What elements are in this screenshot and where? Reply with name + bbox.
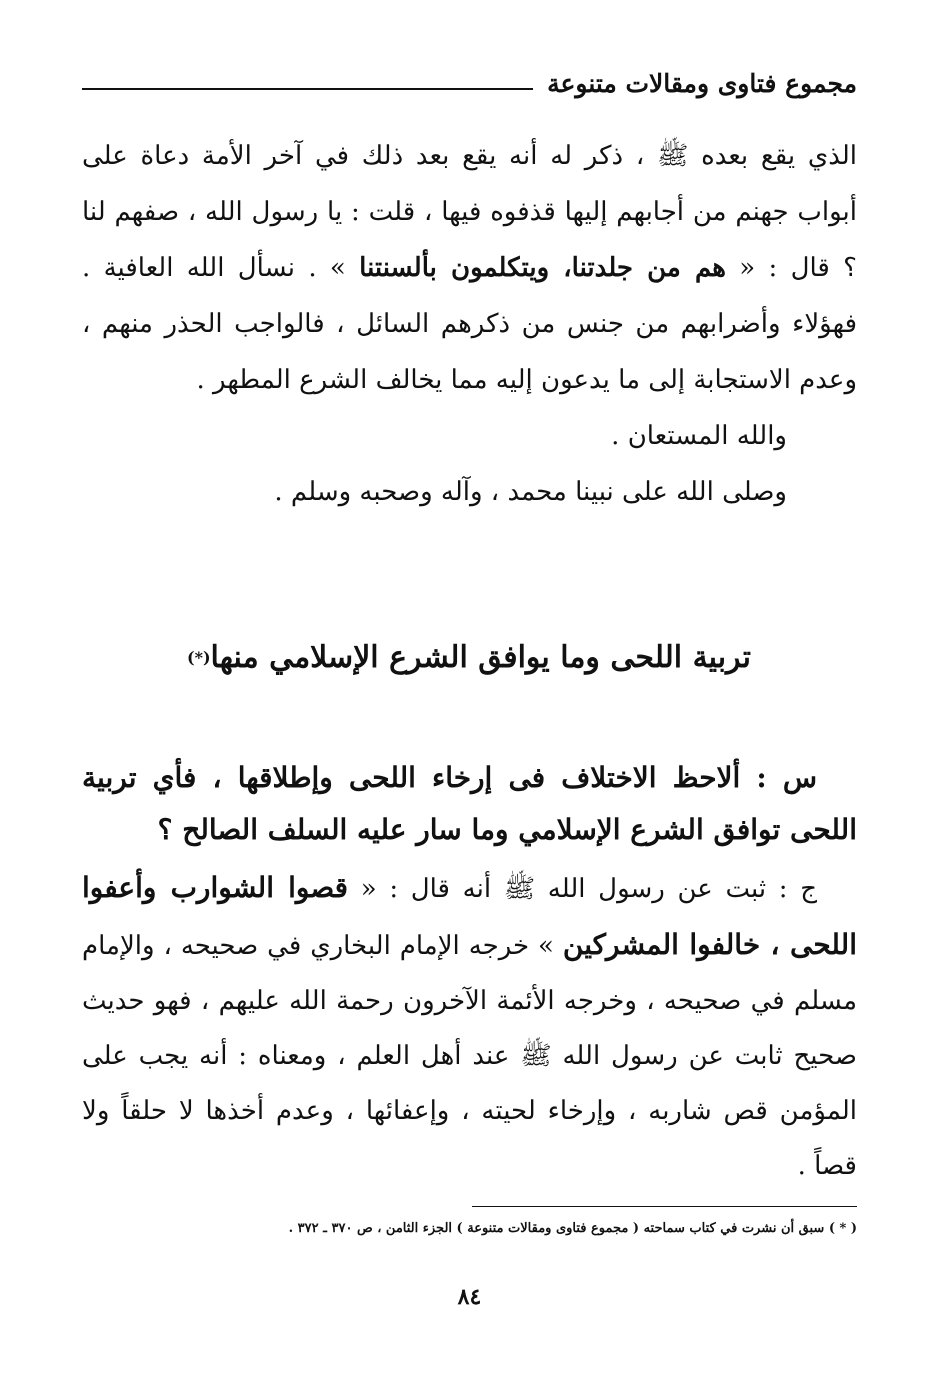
body-paragraph: [82, 128, 857, 408]
running-title: مجموع فتاوى ومقالات متنوعة: [547, 69, 857, 98]
hadith-quote: هم من جلدتنا، ويتكلمون بألسنتنا: [359, 253, 726, 283]
paragraph-text-start: الذي يقع بعده ﷺ ، ذكر له أنه يقع بعد ذلك في آخر الأمة دعاة على أبواب جهنم من أجابهم إليها قذفوه فيها ، قلت : يا رسول الله ، صفهم لنا ؟ قال : «: [82, 141, 857, 283]
answer-text-end: » خرجه الإمام البخاري في صحيحه ، والإمام مسلم في صحيحه ، وخرجه الأئمة الآخرون رحمة الله عليهم ، فهو حديث صحيح ثابت عن رسول الله ﷺ عند أهل العلم ، ومعناه : أنه يجب على المؤمن قص شاربه ، وإرخاء لحيته ، وإعفائها ، وعدم أخذها لا حلقاً ولا قصاً .: [82, 931, 857, 1181]
answer-text-start: ج : ثبت عن رسول الله ﷺ أنه قال : «: [348, 874, 817, 904]
header-rule: [82, 88, 533, 90]
running-header: [82, 60, 857, 100]
answer-hadith-quote: قصوا الشوارب وأعفوا اللحى ، خالفوا المشركين: [82, 871, 857, 961]
section-heading: [139, 628, 799, 688]
page-number: ٨٤: [457, 1284, 482, 1310]
footnote-rule: [472, 1206, 857, 1207]
question-text: س : ألاحظ الاختلاف فى إرخاء اللحى وإطلاقها ، فأي تربية اللحى توافق الشرع الإسلامي وما سار عليه السلف الصالح ؟: [82, 761, 857, 846]
footnote-marker: (*): [187, 648, 211, 667]
section-title-text: تربية اللحى وما يوافق الشرع الإسلامي منها: [210, 640, 751, 675]
closing-line-1: والله المستعان .: [611, 421, 787, 451]
paragraph-text-end: » . نسأل الله العافية . فهؤلاء وأضرابهم من جنس من ذكرهم السائل ، فالواجب الحذر منهم ، وعدم الاستجابة إلى ما يدعون إليه مما يخالف الشرع المطهر .: [82, 253, 857, 395]
closing-line-2: وصلى الله على نبينا محمد ، وآله وصحبه وسلم .: [274, 477, 787, 507]
footnote: ( * ) سبق أن نشرت في كتاب سماحته ( مجموع فتاوى ومقالات متنوعة ) الجزء الثامن ، ص ٣٧٠ ـ ٣٧٢ .: [288, 1221, 857, 1236]
question-answer: [82, 752, 857, 1194]
answer-paragraph: [82, 860, 857, 1194]
body-text: [82, 128, 857, 520]
